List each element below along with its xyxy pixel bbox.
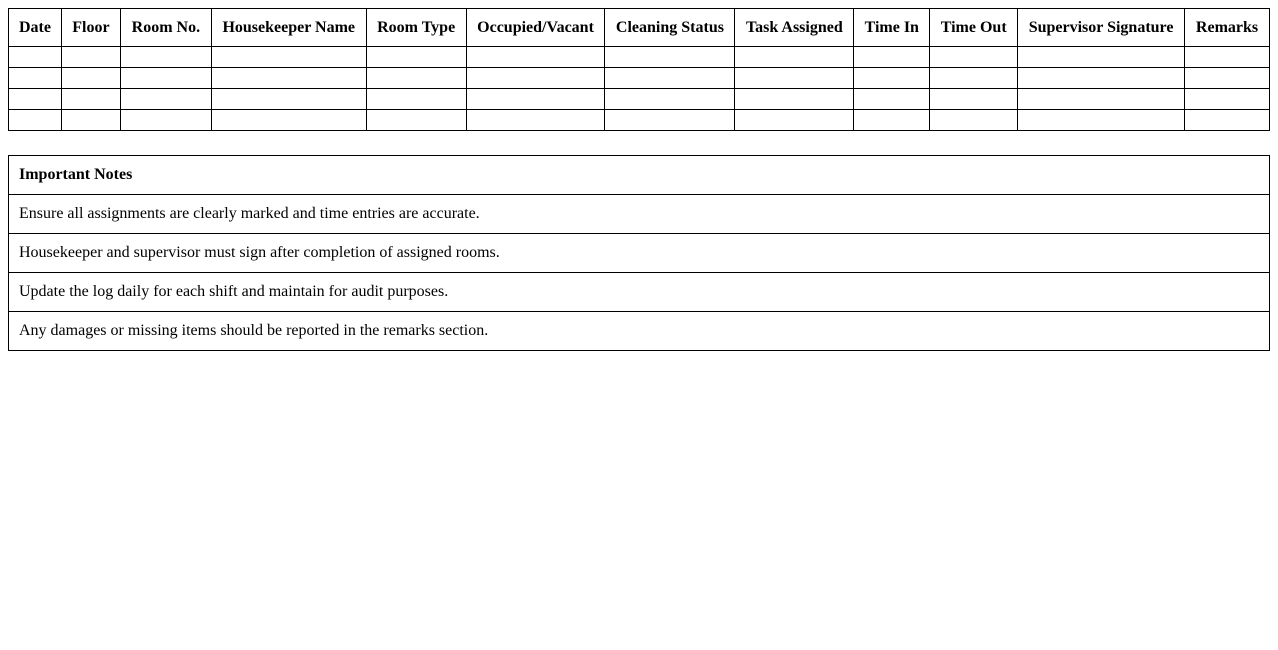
notes-header-row — [9, 156, 1270, 195]
table-cell — [605, 110, 735, 131]
note-text: Housekeeper and supervisor must sign after completion of assigned rooms. — [9, 234, 1270, 273]
column-header-room-no: Room No. — [120, 9, 211, 47]
table-cell — [1018, 89, 1185, 110]
important-notes-table — [8, 155, 1270, 351]
table-cell — [735, 47, 854, 68]
table-cell — [61, 47, 120, 68]
note-text: Any damages or missing items should be reported in the remarks section. — [9, 312, 1270, 351]
list-item — [9, 312, 1270, 351]
table-cell — [211, 89, 366, 110]
table-cell — [466, 47, 605, 68]
table-cell — [211, 47, 366, 68]
table-cell — [466, 68, 605, 89]
table-cell — [120, 110, 211, 131]
column-header-time-out: Time Out — [930, 9, 1018, 47]
table-cell — [61, 68, 120, 89]
notes-title: Important Notes — [9, 156, 1270, 195]
table-row — [9, 47, 1270, 68]
housekeeping-log-table — [8, 8, 1270, 131]
table-cell — [61, 110, 120, 131]
table-cell — [366, 68, 466, 89]
table-cell — [605, 89, 735, 110]
table-cell — [9, 68, 62, 89]
table-cell — [366, 110, 466, 131]
column-header-supervisor-signature: Supervisor Signature — [1018, 9, 1185, 47]
table-cell — [1185, 47, 1270, 68]
table-cell — [1185, 110, 1270, 131]
table-cell — [466, 110, 605, 131]
column-header-remarks: Remarks — [1185, 9, 1270, 47]
column-header-room-type: Room Type — [366, 9, 466, 47]
table-cell — [605, 47, 735, 68]
table-cell — [9, 47, 62, 68]
table-cell — [211, 110, 366, 131]
table-cell — [120, 89, 211, 110]
table-row — [9, 89, 1270, 110]
table-cell — [854, 47, 930, 68]
table-row — [9, 68, 1270, 89]
table-cell — [120, 47, 211, 68]
table-cell — [1018, 68, 1185, 89]
column-header-time-in: Time In — [854, 9, 930, 47]
list-item — [9, 195, 1270, 234]
column-header-occupied-vacant: Occupied/Vacant — [466, 9, 605, 47]
table-cell — [854, 68, 930, 89]
table-cell — [735, 68, 854, 89]
table-cell — [1185, 68, 1270, 89]
note-text: Update the log daily for each shift and maintain for audit purposes. — [9, 273, 1270, 312]
column-header-housekeeper-name: Housekeeper Name — [211, 9, 366, 47]
table-cell — [9, 110, 62, 131]
table-cell — [120, 68, 211, 89]
table-row — [9, 110, 1270, 131]
table-cell — [61, 89, 120, 110]
list-item — [9, 273, 1270, 312]
list-item — [9, 234, 1270, 273]
column-header-floor: Floor — [61, 9, 120, 47]
table-cell — [466, 89, 605, 110]
column-header-cleaning-status: Cleaning Status — [605, 9, 735, 47]
table-cell — [211, 68, 366, 89]
table-header-row — [9, 9, 1270, 47]
table-cell — [735, 110, 854, 131]
table-cell — [854, 110, 930, 131]
table-cell — [9, 89, 62, 110]
column-header-task-assigned: Task Assigned — [735, 9, 854, 47]
note-text: Ensure all assignments are clearly marked and time entries are accurate. — [9, 195, 1270, 234]
table-cell — [366, 47, 466, 68]
table-cell — [366, 89, 466, 110]
column-header-date: Date — [9, 9, 62, 47]
table-cell — [930, 89, 1018, 110]
table-cell — [1018, 110, 1185, 131]
table-cell — [930, 47, 1018, 68]
table-cell — [1185, 89, 1270, 110]
table-cell — [930, 110, 1018, 131]
table-cell — [735, 89, 854, 110]
table-cell — [1018, 47, 1185, 68]
table-cell — [854, 89, 930, 110]
table-cell — [605, 68, 735, 89]
table-cell — [930, 68, 1018, 89]
